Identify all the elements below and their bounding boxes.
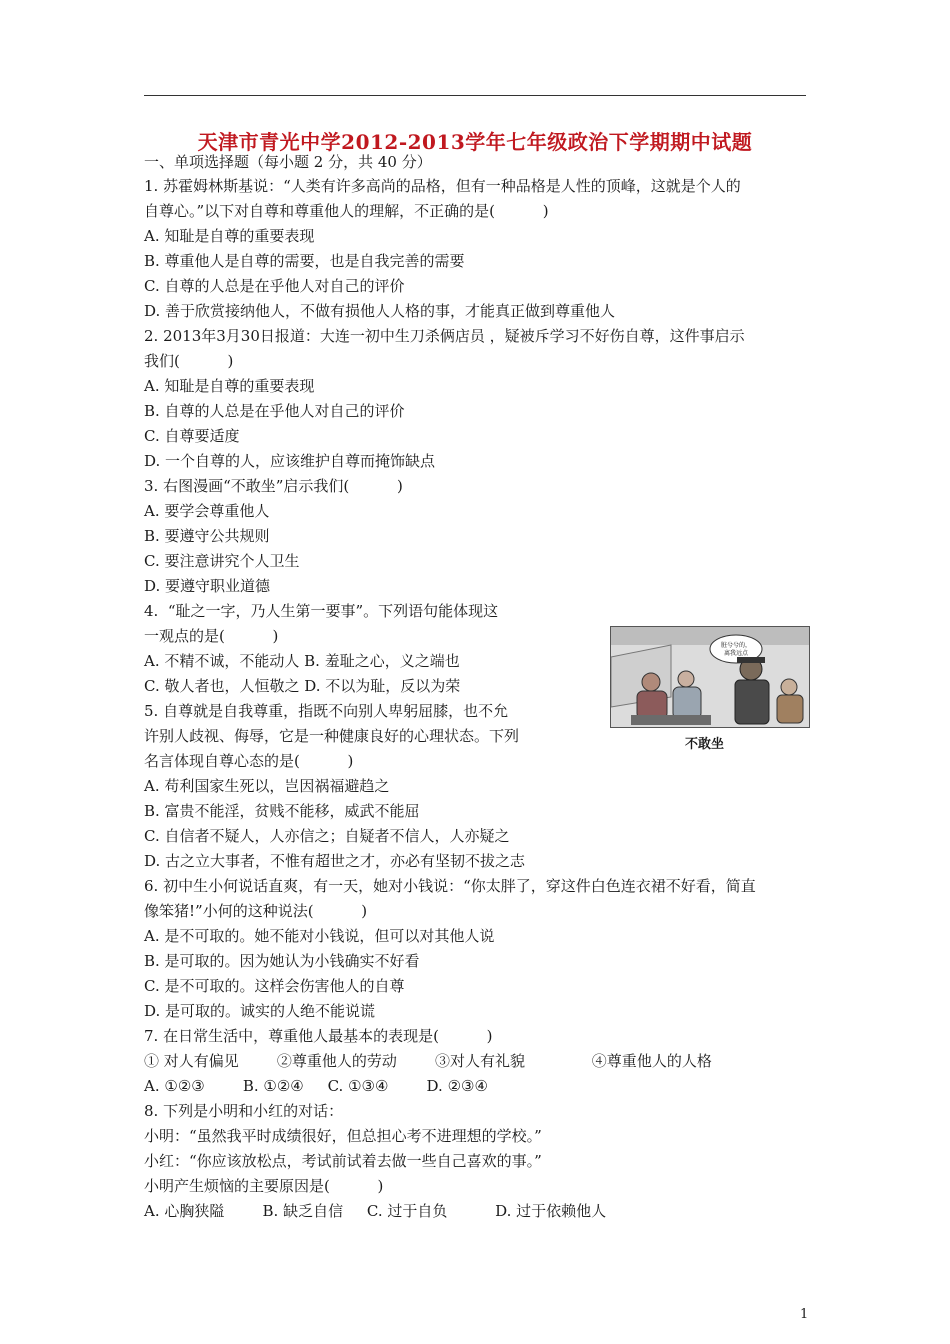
option-line: A. ①②③ B. ①②④ C. ①③④ D. ②③④ xyxy=(144,1077,488,1095)
option-line: A. 知耻是自尊的重要表现 xyxy=(144,227,315,245)
question-line: 3. 右图漫画“不敢坐”启示我们( ) xyxy=(144,477,403,495)
cartoon-drawing xyxy=(611,627,809,727)
page-number: 1 xyxy=(800,1307,809,1322)
option-line: D. 古之立大事者，不惟有超世之才，亦必有坚韧不拔之志 xyxy=(144,852,526,870)
option-line: C. 要注意讲究个人卫生 xyxy=(144,552,300,570)
question-line: 许别人歧视、侮辱，它是一种健康良好的心理状态。下列 xyxy=(144,727,520,745)
option-line: B. 要遵守公共规则 xyxy=(144,527,270,545)
option-line: B. 富贵不能淫，贫贱不能移，威武不能屈 xyxy=(144,802,420,820)
cartoon-image xyxy=(610,626,810,728)
dialogue-line: 小明：“虽然我平时成绩很好，但总担心考不进理想的学校。” xyxy=(144,1127,542,1145)
option-line: C. 自尊要适度 xyxy=(144,427,240,445)
option-line: ① 对人有偏见 ②尊重他人的劳动 ③对人有礼貌 ④尊重他人的人格 xyxy=(144,1052,712,1070)
question-line: 1. 苏霍姆林斯基说：“人类有许多高尚的品格，但有一种品格是人性的顶峰，这就是个人的 xyxy=(144,177,741,195)
question-line: 我们( ) xyxy=(144,352,234,370)
option-line: A. 要学会尊重他人 xyxy=(144,502,270,520)
option-line: B. 是可取的。因为她认为小钱确实不好看 xyxy=(144,952,420,970)
option-line: C. 自信者不疑人，人亦信之；自疑者不信人，人亦疑之 xyxy=(144,827,510,845)
question-line: 一观点的是( ) xyxy=(144,627,279,645)
question-line: 6. 初中生小何说话直爽，有一天，她对小钱说：“你太胖了，穿这件白色连衣裙不好看，简直 xyxy=(144,877,756,895)
question-line: 7. 在日常生活中，尊重他人最基本的表现是( ) xyxy=(144,1027,493,1045)
option-line: B. 自尊的人总是在乎他人对自己的评价 xyxy=(144,402,405,420)
option-line: A. 苟利国家生死以，岂因祸福避趋之 xyxy=(144,777,390,795)
question-line: 名言体现自尊心态的是( ) xyxy=(144,752,354,770)
question-line: 4. “耻之一字，乃人生第一要事”。下列语句能体现这 xyxy=(144,602,499,620)
question-line: 2. 2013年3月30日报道：大连一初中生刀杀俩店员 ，疑被斥学习不好伤自尊，这件事启示 xyxy=(144,327,745,345)
option-line: D. 要遵守职业道德 xyxy=(144,577,271,595)
question-line: 8. 下列是小明和小红的对话： xyxy=(144,1102,344,1120)
speech-bubble-text: 脏兮兮的， xyxy=(720,642,752,649)
option-line: C. 是不可取的。这样会伤害他人的自尊 xyxy=(144,977,405,995)
option-line: A. 知耻是自尊的重要表现 xyxy=(144,377,315,395)
page-title: 天津市青光中学2012-2013学年七年级政治下学期期中试题 xyxy=(197,130,753,154)
speech-bubble-text: 离我远点 xyxy=(723,650,749,657)
question-line: 像笨猪!”小何的这种说法( ) xyxy=(144,902,368,920)
question-line: 自尊心。”以下对自尊和尊重他人的理解，不正确的是( ) xyxy=(144,202,549,220)
option-line: A. 是不可取的。她不能对小钱说，但可以对其他人说 xyxy=(144,927,495,945)
section-heading: 一、单项选择题（每小题 2 分，共 40 分） xyxy=(144,153,432,171)
option-line: C. 自尊的人总是在乎他人对自己的评价 xyxy=(144,277,405,295)
option-line: A. 不精不诚，不能动人 B. 羞耻之心，义之端也 xyxy=(144,652,460,670)
dialogue-line: 小红：“你应该放松点，考试前试着去做一些自己喜欢的事。” xyxy=(144,1152,542,1170)
header-rule xyxy=(144,95,806,96)
option-line: A. 心胸狭隘 B. 缺乏自信 C. 过于自负 D. 过于依赖他人 xyxy=(144,1202,607,1220)
option-line: D. 一个自尊的人，应该维护自尊而掩饰缺点 xyxy=(144,452,436,470)
option-line: D. 善于欣赏接纳他人，不做有损他人人格的事，才能真正做到尊重他人 xyxy=(144,302,616,320)
option-line: C. 敬人者也，人恒敬之 D. 不以为耻，反以为荣 xyxy=(144,677,461,695)
question-line: 小明产生烦恼的主要原因是( ) xyxy=(144,1177,384,1195)
cartoon-caption: 不敢坐 xyxy=(685,737,725,752)
option-line: B. 尊重他人是自尊的需要，也是自我完善的需要 xyxy=(144,252,465,270)
option-line: D. 是可取的。诚实的人绝不能说谎 xyxy=(144,1002,376,1020)
question-line: 5. 自尊就是自我尊重，指既不向别人卑躬屈膝，也不允 xyxy=(144,702,509,720)
